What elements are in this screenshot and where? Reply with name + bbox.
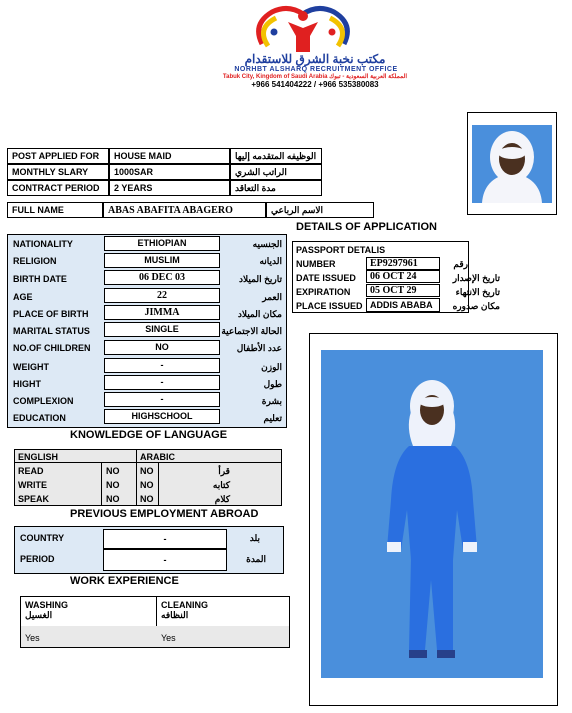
- personal-ar-marital: الحالة الاجتماعية: [221, 326, 282, 336]
- job-value-contract: 2 YEARS: [109, 180, 230, 196]
- passport-label-place: PLACE ISSUED: [296, 301, 363, 311]
- language-ar-read: قرأ: [218, 466, 230, 476]
- language-label-read: READ: [18, 466, 44, 476]
- employment-label-period: PERIOD: [20, 554, 55, 564]
- work-value-cleaning: Yes: [161, 633, 176, 643]
- language-ar-write-value: NO: [140, 480, 154, 490]
- work-value-band: [21, 626, 289, 647]
- language-divider: [14, 462, 282, 463]
- personal-value-religion: MUSLIM: [104, 253, 220, 268]
- personal-label-religion: RELIGION: [13, 256, 57, 266]
- language-en-speak: NO: [106, 494, 120, 504]
- agency-phones: +966 541404222 / +966 535380083: [251, 80, 379, 89]
- personal-value-birthdate: 06 DEC 03: [104, 270, 220, 285]
- job-value-salary: 1000SAR: [109, 164, 230, 180]
- personal-ar-birthdate: تاريخ الميلاد: [239, 274, 282, 284]
- fullbody-photo: [321, 350, 543, 678]
- personal-ar-birthplace: مكان الميلاد: [237, 309, 282, 319]
- work-ar-washing: الغسيل: [25, 610, 53, 620]
- language-vline-2: [136, 449, 137, 506]
- personal-label-education: EDUCATION: [13, 413, 66, 423]
- passport-title: PASSPORT DETALIS: [296, 245, 386, 255]
- passport-label-number: NUMBER: [296, 259, 336, 269]
- fullname-ar: الاسم الرباعي: [266, 202, 374, 218]
- personal-label-birthplace: PLACE OF BIRTH: [13, 309, 89, 319]
- passport-photo: [472, 125, 552, 203]
- fullname-value: ABAS ABAFITA ABAGERO: [103, 202, 266, 218]
- personal-ar-education: تعليم: [263, 413, 282, 423]
- personal-value-height: -: [104, 375, 220, 390]
- passport-photo-frame: [467, 112, 557, 215]
- job-ar-post: الوظيفه المتقدمه إليها: [230, 148, 322, 164]
- personal-value-complexion: -: [104, 392, 220, 407]
- language-ar-speak-value: NO: [140, 494, 154, 504]
- agency-logo: [248, 4, 358, 56]
- language-en-read: NO: [106, 466, 120, 476]
- personal-value-nationality: ETHIOPIAN: [104, 236, 220, 251]
- personal-ar-nationality: الجنسيه: [252, 239, 282, 249]
- personal-ar-weight: الوزن: [261, 362, 282, 372]
- employment-value-country: -: [103, 529, 227, 549]
- language-vline-3: [158, 462, 159, 506]
- passport-ar-expiration: تاريخ الانتهاء: [455, 287, 500, 297]
- personal-label-birthdate: BIRTH DATE: [13, 274, 67, 284]
- work-ar-cleaning: النظافه: [161, 610, 189, 620]
- language-en-write: NO: [106, 480, 120, 490]
- passport-value-expiration: 05 OCT 29: [366, 284, 440, 297]
- language-ar-speak: كلام: [214, 494, 230, 504]
- language-label-write: WRITE: [18, 480, 47, 490]
- language-label-speak: SPEAK: [18, 494, 50, 504]
- personal-value-children: NO: [104, 340, 220, 355]
- personal-label-marital: MARITAL STATUS: [13, 326, 90, 336]
- personal-value-marital: SINGLE: [104, 322, 220, 337]
- personal-value-age: 22: [104, 288, 220, 303]
- personal-value-education: HIGHSCHOOL: [104, 409, 220, 424]
- work-title: WORK EXPERIENCE: [70, 575, 179, 587]
- language-title: KNOWLEDGE OF LANGUAGE: [70, 429, 228, 441]
- job-label-post: POST APPLIED FOR: [7, 148, 109, 164]
- employment-ar-period: المدة: [246, 554, 266, 564]
- fullname-label: FULL NAME: [7, 202, 103, 218]
- job-label-salary: MONTHLY SLARY: [7, 164, 109, 180]
- passport-label-issued: DATE ISSUED: [296, 273, 356, 283]
- passport-value-number: EP9297961: [366, 257, 440, 270]
- employment-ar-country: بلد: [249, 533, 260, 543]
- personal-ar-children: عدد الأطفال: [236, 343, 282, 353]
- job-value-post: HOUSE MAID: [109, 148, 230, 164]
- personal-label-nationality: NATIONALITY: [13, 239, 73, 249]
- passport-ar-issued: تاريخ الإصدار: [452, 273, 500, 283]
- job-ar-contract: مدة التعاقد: [230, 180, 322, 196]
- language-vline-1: [101, 462, 102, 506]
- agency-name-english: NORHBT ALSHARQ RECRUITMENT OFFICE: [234, 66, 398, 73]
- personal-label-complexion: COMPLEXION: [13, 396, 74, 406]
- work-en-washing: WASHING: [25, 600, 69, 610]
- personal-value-birthplace: JIMMA: [104, 305, 220, 320]
- agency-name-arabic: مكتب نخبة الشرق للاستقدام: [244, 52, 386, 66]
- job-ar-salary: الراتب الشري: [230, 164, 322, 180]
- personal-value-weight: -: [104, 358, 220, 373]
- personal-label-children: NO.OF CHILDREN: [13, 343, 91, 353]
- language-ar-read-value: NO: [140, 466, 154, 476]
- passport-label-expiration: EXPIRATION: [296, 287, 351, 297]
- passport-ar-number: رقم: [453, 259, 468, 269]
- personal-label-height: HIGHT: [13, 379, 41, 389]
- fullbody-photo-frame: [309, 333, 558, 706]
- employment-value-period: -: [103, 549, 227, 571]
- language-col-arabic: ARABIC: [140, 452, 175, 462]
- work-value-washing: Yes: [25, 633, 40, 643]
- logo-emblem-icon: [248, 4, 358, 56]
- personal-label-weight: WEIGHT: [13, 362, 49, 372]
- personal-ar-height: طول: [263, 379, 282, 389]
- employment-title: PREVIOUS EMPLOYMENT ABROAD: [70, 508, 259, 520]
- personal-ar-religion: الديانه: [259, 256, 282, 266]
- language-ar-write: كتابه: [212, 480, 230, 490]
- passport-value-issued: 06 OCT 24: [366, 270, 440, 283]
- passport-value-place: ADDIS ABABA: [366, 298, 440, 312]
- employment-label-country: COUNTRY: [20, 533, 65, 543]
- personal-ar-age: العمر: [262, 292, 282, 302]
- language-col-english: ENGLISH: [18, 452, 59, 462]
- personal-label-age: AGE: [13, 292, 33, 302]
- details-title: DETAILS OF APPLICATION: [296, 221, 437, 233]
- personal-ar-complexion: بشرة: [261, 396, 282, 406]
- job-label-contract: CONTRACT PERIOD: [7, 180, 109, 196]
- passport-ar-place: مكان صدوره: [452, 301, 500, 311]
- work-en-cleaning: CLEANING: [161, 600, 208, 610]
- agency-address: Tabuk City, Kingdom of Saudi Arabia المملكة العربية السعودية - تبوك: [222, 74, 408, 80]
